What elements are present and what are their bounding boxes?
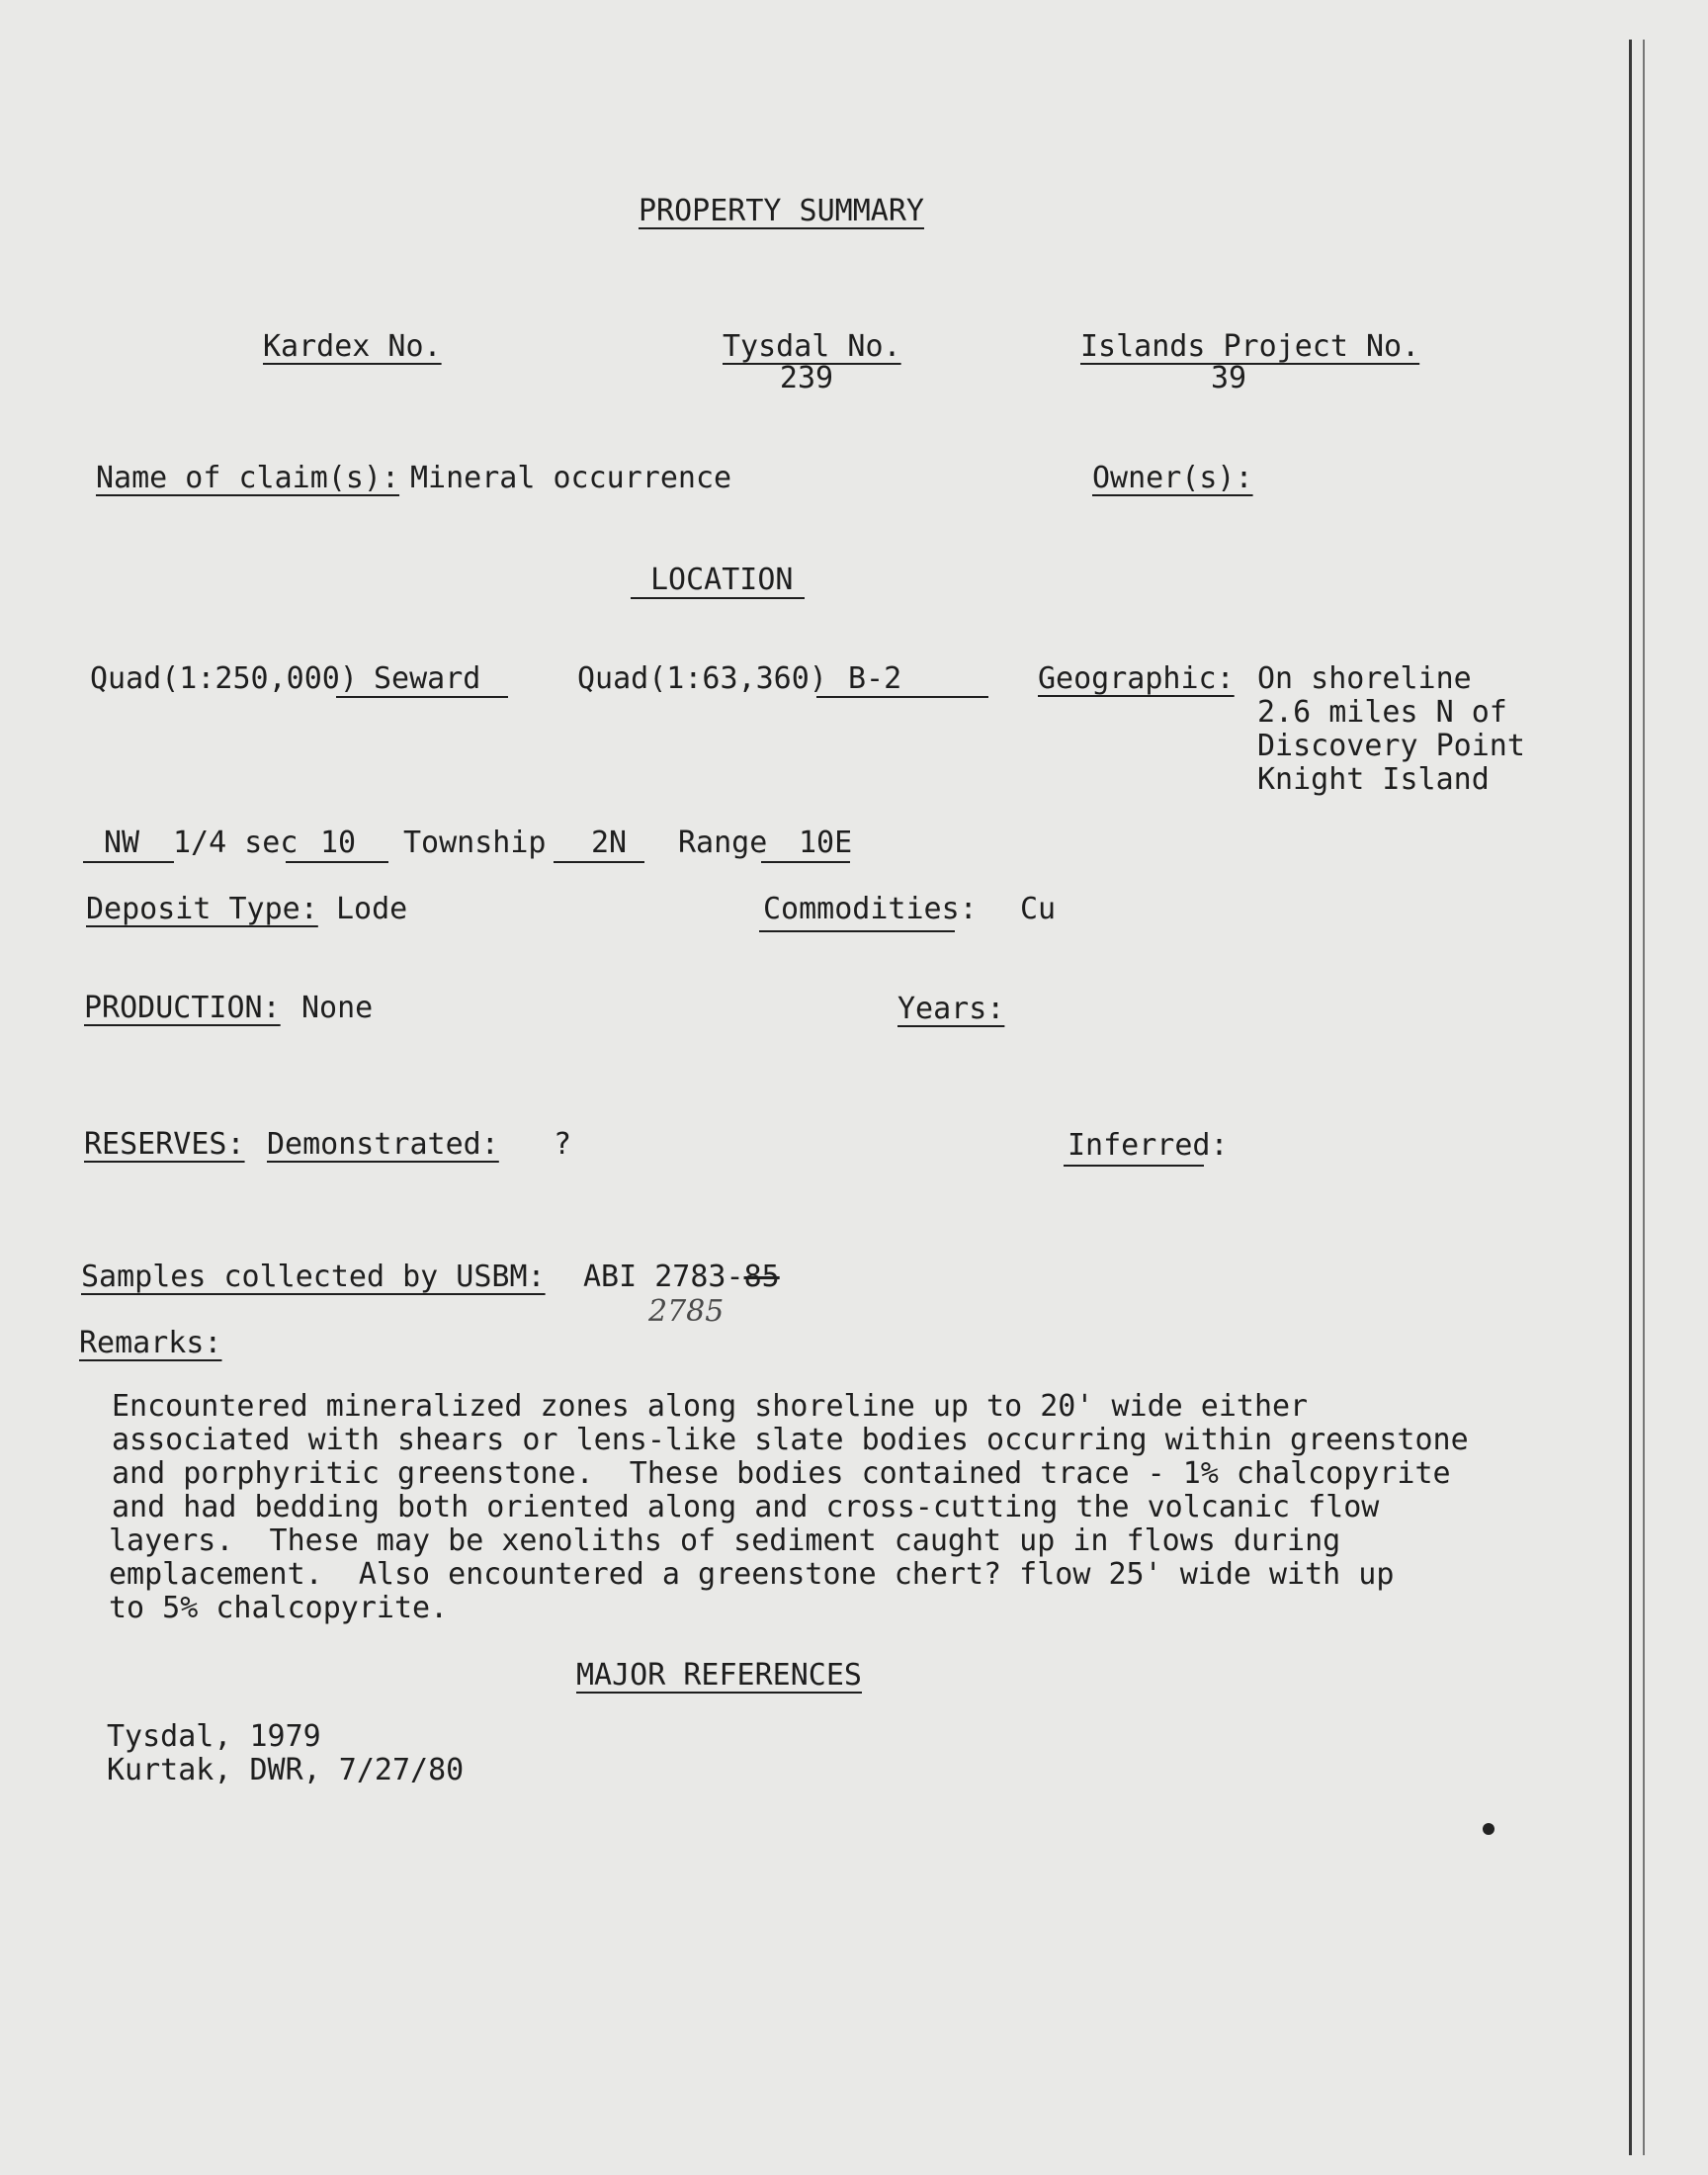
reserves-label: RESERVES:: [84, 1127, 245, 1162]
ink-spot: [1483, 1823, 1494, 1835]
township-line: [554, 861, 644, 863]
remarks-line: Encountered mineralized zones along shoreline up to 20' wide either: [112, 1389, 1309, 1424]
range-line: [761, 861, 850, 863]
inferred-underline: [1064, 1165, 1204, 1167]
quad-63360-line: [816, 696, 988, 698]
township-label: Township: [403, 826, 547, 860]
commodities-underline: [759, 930, 955, 932]
quarter-line: [83, 861, 174, 863]
remarks-line: and porphyritic greenstone. These bodies contained trace - 1% chalcopyrite: [112, 1456, 1451, 1491]
page-edge-shadow: [1643, 40, 1645, 2155]
remarks-line: associated with shears or lens-like slate bodies occurring within greenstone: [112, 1423, 1469, 1457]
demonstrated-value: ?: [554, 1127, 572, 1162]
location-heading-underline: [631, 597, 805, 599]
owner-label: Owner(s):: [1092, 461, 1253, 495]
section-value: 10: [320, 826, 357, 860]
geographic-line: Knight Island: [1257, 762, 1490, 797]
reference-item: Kurtak, DWR, 7/27/80: [107, 1753, 465, 1787]
township-value: 2N: [591, 826, 628, 860]
production-value: None: [301, 991, 374, 1025]
quarter-value: NW: [104, 826, 140, 860]
commodities-label: Commodities:: [763, 892, 978, 926]
samples-value-prefix: ABI 2783-: [583, 1260, 744, 1294]
samples-value: [583, 1261, 780, 1294]
remarks-line: to 5% chalcopyrite.: [109, 1591, 449, 1625]
quad-250000-value: Seward: [374, 661, 481, 696]
inferred-label: Inferred:: [1068, 1128, 1229, 1163]
islands-project-value: 39: [1210, 361, 1247, 395]
references-heading: MAJOR REFERENCES: [576, 1658, 862, 1693]
geographic-line: 2.6 miles N of: [1257, 695, 1507, 730]
geographic-label: Geographic:: [1038, 661, 1235, 696]
section-line: [286, 861, 388, 863]
quad-63360-label: Quad(1:63,360): [577, 661, 827, 696]
samples-value-struck: 85: [743, 1260, 780, 1294]
range-value: 10E: [799, 826, 853, 860]
tysdal-value: 239: [779, 361, 834, 395]
quad-250000-line: [336, 696, 508, 698]
tysdal-label: Tysdal No.: [723, 329, 901, 364]
remarks-line: emplacement. Also encountered a greenstone chert? flow 25' wide with up: [109, 1557, 1395, 1592]
deposit-type-label: Deposit Type:: [86, 892, 318, 926]
reference-item: Tysdal, 1979: [107, 1719, 321, 1754]
claim-name-label: Name of claim(s):: [96, 461, 400, 495]
samples-label: Samples collected by USBM:: [81, 1260, 546, 1294]
page-title: PROPERTY SUMMARY: [639, 194, 924, 228]
quarter-section-label: 1/4 sec: [173, 826, 299, 860]
location-heading: LOCATION: [650, 563, 794, 597]
page-edge-shadow: [1629, 40, 1632, 2155]
geographic-line: On shoreline: [1257, 661, 1472, 696]
claim-name-value: Mineral occurrence: [410, 461, 732, 495]
geographic-line: Discovery Point: [1257, 729, 1525, 763]
kardex-label: Kardex No.: [263, 329, 442, 364]
demonstrated-label: Demonstrated:: [267, 1127, 499, 1162]
islands-project-label: Islands Project No.: [1080, 329, 1420, 364]
commodities-value: Cu: [1020, 892, 1057, 926]
remarks-line: and had bedding both oriented along and cross-cutting the volcanic flow: [112, 1490, 1380, 1524]
deposit-type-value: Lode: [336, 892, 408, 926]
remarks-label: Remarks:: [79, 1326, 222, 1360]
production-label: PRODUCTION:: [84, 991, 281, 1025]
handwritten-sample-number: 2785: [648, 1294, 725, 1329]
years-label: Years:: [897, 992, 1005, 1026]
remarks-line: layers. These may be xenoliths of sediment caught up in flows during: [109, 1523, 1341, 1558]
quad-63360-value: B-2: [848, 661, 902, 696]
quad-250000-label: Quad(1:250,000): [90, 661, 358, 696]
range-label: Range: [678, 826, 768, 860]
